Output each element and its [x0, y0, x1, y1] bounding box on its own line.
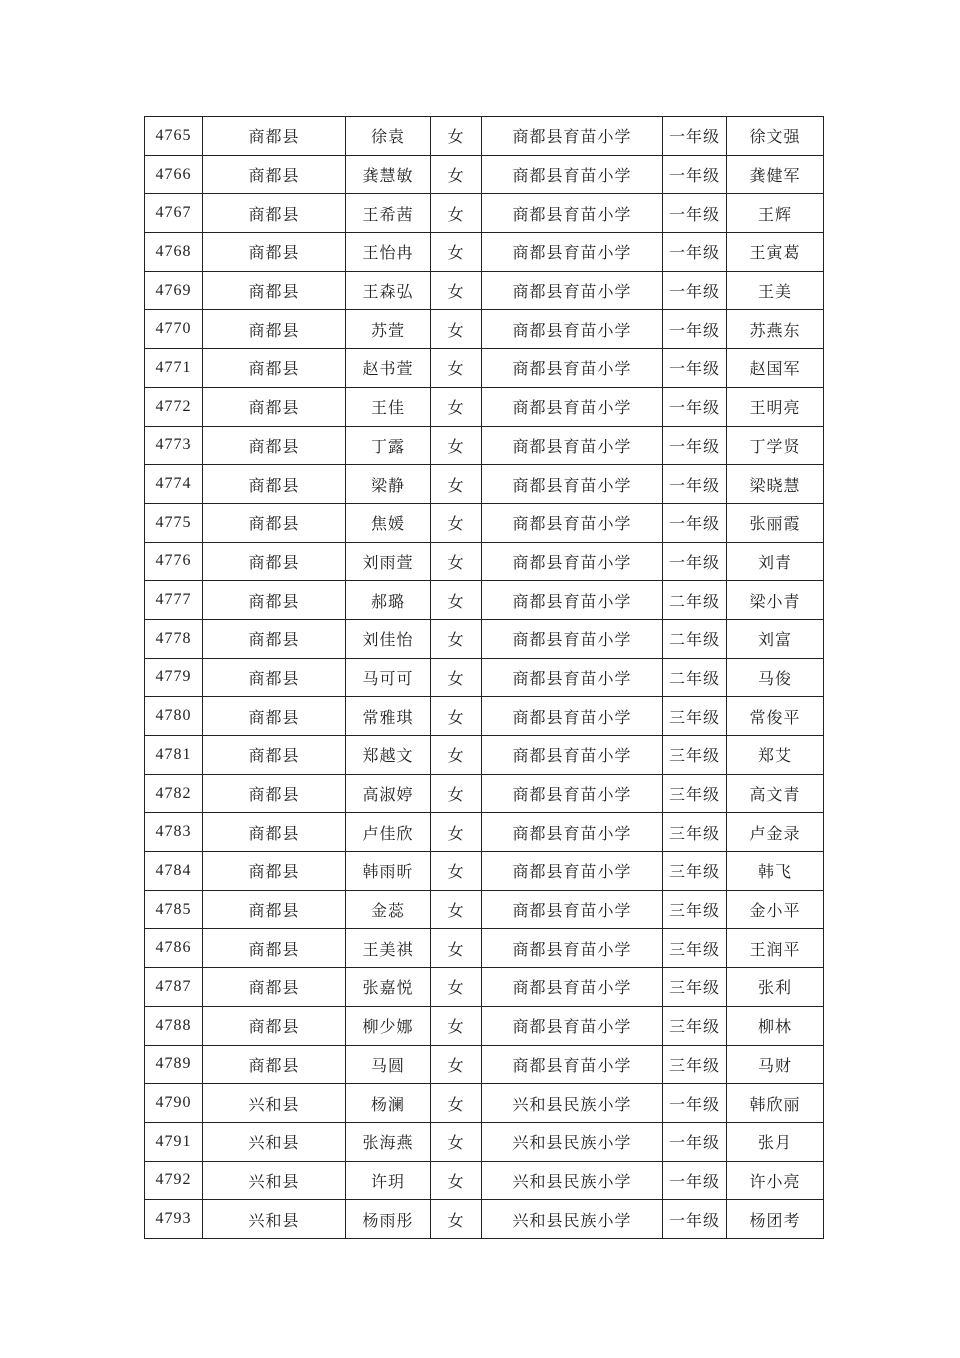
cell-gender: 女	[431, 387, 482, 426]
cell-guardian-name: 马俊	[727, 658, 824, 697]
cell-grade: 三年级	[663, 890, 727, 929]
cell-id: 4768	[145, 233, 203, 272]
cell-guardian-name: 王寅葛	[727, 233, 824, 272]
cell-gender: 女	[431, 697, 482, 736]
cell-student-name: 丁露	[346, 426, 431, 465]
cell-grade: 三年级	[663, 968, 727, 1007]
cell-school: 商都县育苗小学	[482, 813, 663, 852]
cell-id: 4776	[145, 542, 203, 581]
cell-county: 商都县	[203, 774, 346, 813]
cell-id: 4771	[145, 349, 203, 388]
table-row	[145, 1045, 824, 1084]
student-roster-table	[144, 116, 824, 1239]
table-row	[145, 349, 824, 388]
cell-gender: 女	[431, 736, 482, 775]
cell-school: 商都县育苗小学	[482, 1006, 663, 1045]
cell-grade: 一年级	[663, 426, 727, 465]
cell-gender: 女	[431, 542, 482, 581]
cell-county: 商都县	[203, 1006, 346, 1045]
cell-grade: 三年级	[663, 1045, 727, 1084]
cell-school: 商都县育苗小学	[482, 929, 663, 968]
cell-guardian-name: 龚健军	[727, 155, 824, 194]
cell-id: 4775	[145, 503, 203, 542]
cell-school: 商都县育苗小学	[482, 465, 663, 504]
cell-student-name: 高淑婷	[346, 774, 431, 813]
cell-school: 商都县育苗小学	[482, 697, 663, 736]
cell-county: 商都县	[203, 387, 346, 426]
cell-id: 4792	[145, 1161, 203, 1200]
cell-id: 4778	[145, 619, 203, 658]
table-row	[145, 1161, 824, 1200]
cell-gender: 女	[431, 503, 482, 542]
cell-county: 商都县	[203, 542, 346, 581]
table-row	[145, 117, 824, 156]
cell-county: 商都县	[203, 349, 346, 388]
cell-county: 商都县	[203, 310, 346, 349]
cell-student-name: 刘雨萱	[346, 542, 431, 581]
cell-grade: 一年级	[663, 542, 727, 581]
cell-school: 商都县育苗小学	[482, 1045, 663, 1084]
cell-guardian-name: 高文青	[727, 774, 824, 813]
cell-school: 商都县育苗小学	[482, 349, 663, 388]
cell-school: 商都县育苗小学	[482, 387, 663, 426]
table-row	[145, 1122, 824, 1161]
cell-school: 商都县育苗小学	[482, 310, 663, 349]
cell-student-name: 焦媛	[346, 503, 431, 542]
table-row	[145, 1200, 824, 1239]
cell-student-name: 梁静	[346, 465, 431, 504]
cell-school: 商都县育苗小学	[482, 542, 663, 581]
cell-school: 商都县育苗小学	[482, 426, 663, 465]
cell-guardian-name: 王辉	[727, 194, 824, 233]
cell-student-name: 张嘉悦	[346, 968, 431, 1007]
cell-county: 商都县	[203, 233, 346, 272]
cell-gender: 女	[431, 1084, 482, 1123]
cell-guardian-name: 柳林	[727, 1006, 824, 1045]
cell-student-name: 王森弘	[346, 271, 431, 310]
cell-grade: 二年级	[663, 658, 727, 697]
cell-grade: 一年级	[663, 194, 727, 233]
cell-gender: 女	[431, 1200, 482, 1239]
cell-guardian-name: 梁晓慧	[727, 465, 824, 504]
cell-grade: 一年级	[663, 1161, 727, 1200]
cell-student-name: 王佳	[346, 387, 431, 426]
cell-county: 商都县	[203, 890, 346, 929]
cell-id: 4790	[145, 1084, 203, 1123]
cell-school: 商都县育苗小学	[482, 581, 663, 620]
cell-student-name: 苏萱	[346, 310, 431, 349]
cell-gender: 女	[431, 890, 482, 929]
cell-student-name: 郑越文	[346, 736, 431, 775]
cell-guardian-name: 张利	[727, 968, 824, 1007]
cell-grade: 二年级	[663, 581, 727, 620]
cell-grade: 三年级	[663, 929, 727, 968]
cell-grade: 三年级	[663, 852, 727, 891]
cell-student-name: 刘佳怡	[346, 619, 431, 658]
cell-grade: 一年级	[663, 465, 727, 504]
cell-grade: 一年级	[663, 271, 727, 310]
table-row	[145, 736, 824, 775]
cell-guardian-name: 韩欣丽	[727, 1084, 824, 1123]
cell-school: 兴和县民族小学	[482, 1084, 663, 1123]
cell-id: 4773	[145, 426, 203, 465]
cell-school: 兴和县民族小学	[482, 1200, 663, 1239]
cell-id: 4779	[145, 658, 203, 697]
cell-guardian-name: 刘富	[727, 619, 824, 658]
roster-body	[145, 117, 824, 1239]
table-row	[145, 310, 824, 349]
cell-county: 商都县	[203, 271, 346, 310]
cell-school: 商都县育苗小学	[482, 194, 663, 233]
cell-id: 4791	[145, 1122, 203, 1161]
cell-county: 商都县	[203, 619, 346, 658]
cell-student-name: 柳少娜	[346, 1006, 431, 1045]
cell-school: 兴和县民族小学	[482, 1161, 663, 1200]
cell-school: 商都县育苗小学	[482, 155, 663, 194]
cell-id: 4780	[145, 697, 203, 736]
cell-guardian-name: 杨团考	[727, 1200, 824, 1239]
cell-student-name: 卢佳欣	[346, 813, 431, 852]
cell-grade: 一年级	[663, 503, 727, 542]
cell-id: 4793	[145, 1200, 203, 1239]
cell-county: 商都县	[203, 813, 346, 852]
cell-county: 商都县	[203, 503, 346, 542]
cell-student-name: 常雅琪	[346, 697, 431, 736]
cell-id: 4784	[145, 852, 203, 891]
cell-id: 4785	[145, 890, 203, 929]
cell-school: 商都县育苗小学	[482, 968, 663, 1007]
cell-county: 商都县	[203, 426, 346, 465]
cell-grade: 一年级	[663, 233, 727, 272]
cell-county: 商都县	[203, 929, 346, 968]
cell-student-name: 马可可	[346, 658, 431, 697]
cell-guardian-name: 金小平	[727, 890, 824, 929]
cell-gender: 女	[431, 465, 482, 504]
cell-id: 4783	[145, 813, 203, 852]
cell-gender: 女	[431, 194, 482, 233]
cell-student-name: 王希茜	[346, 194, 431, 233]
cell-guardian-name: 苏燕东	[727, 310, 824, 349]
cell-county: 商都县	[203, 658, 346, 697]
cell-school: 商都县育苗小学	[482, 503, 663, 542]
table-row	[145, 1006, 824, 1045]
cell-gender: 女	[431, 271, 482, 310]
table-row	[145, 852, 824, 891]
cell-gender: 女	[431, 1122, 482, 1161]
cell-school: 商都县育苗小学	[482, 271, 663, 310]
cell-student-name: 赵书萱	[346, 349, 431, 388]
table-row	[145, 890, 824, 929]
table-row	[145, 194, 824, 233]
cell-grade: 三年级	[663, 1006, 727, 1045]
cell-guardian-name: 丁学贤	[727, 426, 824, 465]
cell-id: 4789	[145, 1045, 203, 1084]
cell-guardian-name: 张丽霞	[727, 503, 824, 542]
cell-grade: 二年级	[663, 619, 727, 658]
cell-guardian-name: 赵国军	[727, 349, 824, 388]
table-row	[145, 619, 824, 658]
cell-guardian-name: 郑艾	[727, 736, 824, 775]
cell-county: 兴和县	[203, 1084, 346, 1123]
cell-gender: 女	[431, 968, 482, 1007]
table-row	[145, 581, 824, 620]
cell-student-name: 金蕊	[346, 890, 431, 929]
cell-id: 4781	[145, 736, 203, 775]
cell-id: 4769	[145, 271, 203, 310]
cell-school: 商都县育苗小学	[482, 117, 663, 156]
cell-guardian-name: 常俊平	[727, 697, 824, 736]
table-row	[145, 929, 824, 968]
cell-id: 4765	[145, 117, 203, 156]
cell-school: 商都县育苗小学	[482, 233, 663, 272]
cell-county: 商都县	[203, 117, 346, 156]
table-row	[145, 658, 824, 697]
table-row	[145, 503, 824, 542]
cell-student-name: 龚慧敏	[346, 155, 431, 194]
cell-school: 商都县育苗小学	[482, 890, 663, 929]
cell-id: 4770	[145, 310, 203, 349]
cell-student-name: 张海燕	[346, 1122, 431, 1161]
cell-student-name: 王美祺	[346, 929, 431, 968]
cell-grade: 三年级	[663, 736, 727, 775]
cell-grade: 一年级	[663, 1200, 727, 1239]
cell-guardian-name: 徐文强	[727, 117, 824, 156]
cell-school: 商都县育苗小学	[482, 658, 663, 697]
cell-county: 商都县	[203, 581, 346, 620]
cell-grade: 一年级	[663, 1122, 727, 1161]
cell-gender: 女	[431, 658, 482, 697]
cell-id: 4787	[145, 968, 203, 1007]
table-row	[145, 426, 824, 465]
cell-gender: 女	[431, 1161, 482, 1200]
cell-grade: 三年级	[663, 697, 727, 736]
cell-county: 商都县	[203, 852, 346, 891]
cell-id: 4774	[145, 465, 203, 504]
cell-student-name: 杨雨彤	[346, 1200, 431, 1239]
cell-gender: 女	[431, 929, 482, 968]
cell-school: 商都县育苗小学	[482, 736, 663, 775]
cell-gender: 女	[431, 117, 482, 156]
table-row	[145, 1084, 824, 1123]
cell-county: 商都县	[203, 194, 346, 233]
cell-guardian-name: 马财	[727, 1045, 824, 1084]
table-row	[145, 697, 824, 736]
cell-county: 商都县	[203, 968, 346, 1007]
cell-grade: 三年级	[663, 774, 727, 813]
cell-guardian-name: 张月	[727, 1122, 824, 1161]
cell-guardian-name: 王明亮	[727, 387, 824, 426]
cell-id: 4767	[145, 194, 203, 233]
cell-student-name: 许玥	[346, 1161, 431, 1200]
cell-student-name: 王怡冉	[346, 233, 431, 272]
cell-school: 商都县育苗小学	[482, 774, 663, 813]
cell-grade: 一年级	[663, 349, 727, 388]
cell-student-name: 郝璐	[346, 581, 431, 620]
cell-grade: 一年级	[663, 387, 727, 426]
cell-school: 兴和县民族小学	[482, 1122, 663, 1161]
cell-gender: 女	[431, 619, 482, 658]
cell-gender: 女	[431, 155, 482, 194]
table-row	[145, 774, 824, 813]
table-row	[145, 155, 824, 194]
cell-gender: 女	[431, 426, 482, 465]
cell-county: 商都县	[203, 155, 346, 194]
cell-grade: 三年级	[663, 813, 727, 852]
cell-id: 4782	[145, 774, 203, 813]
cell-county: 兴和县	[203, 1122, 346, 1161]
table-row	[145, 465, 824, 504]
cell-gender: 女	[431, 349, 482, 388]
cell-guardian-name: 王润平	[727, 929, 824, 968]
cell-gender: 女	[431, 1006, 482, 1045]
table-row	[145, 968, 824, 1007]
cell-guardian-name: 王美	[727, 271, 824, 310]
cell-county: 兴和县	[203, 1200, 346, 1239]
cell-student-name: 杨澜	[346, 1084, 431, 1123]
cell-county: 商都县	[203, 736, 346, 775]
cell-gender: 女	[431, 813, 482, 852]
cell-guardian-name: 韩飞	[727, 852, 824, 891]
cell-guardian-name: 卢金录	[727, 813, 824, 852]
cell-student-name: 韩雨昕	[346, 852, 431, 891]
cell-county: 商都县	[203, 697, 346, 736]
cell-guardian-name: 刘青	[727, 542, 824, 581]
cell-county: 商都县	[203, 465, 346, 504]
table-row	[145, 271, 824, 310]
cell-student-name: 马圆	[346, 1045, 431, 1084]
cell-guardian-name: 梁小青	[727, 581, 824, 620]
cell-gender: 女	[431, 310, 482, 349]
cell-school: 商都县育苗小学	[482, 852, 663, 891]
cell-school: 商都县育苗小学	[482, 619, 663, 658]
cell-gender: 女	[431, 581, 482, 620]
cell-grade: 一年级	[663, 155, 727, 194]
cell-gender: 女	[431, 233, 482, 272]
cell-id: 4777	[145, 581, 203, 620]
table-row	[145, 542, 824, 581]
cell-id: 4772	[145, 387, 203, 426]
cell-guardian-name: 许小亮	[727, 1161, 824, 1200]
cell-county: 兴和县	[203, 1161, 346, 1200]
cell-county: 商都县	[203, 1045, 346, 1084]
cell-id: 4766	[145, 155, 203, 194]
cell-grade: 一年级	[663, 310, 727, 349]
table-row	[145, 813, 824, 852]
cell-grade: 一年级	[663, 1084, 727, 1123]
cell-gender: 女	[431, 1045, 482, 1084]
cell-id: 4786	[145, 929, 203, 968]
cell-student-name: 徐袁	[346, 117, 431, 156]
table-row	[145, 233, 824, 272]
cell-gender: 女	[431, 774, 482, 813]
cell-id: 4788	[145, 1006, 203, 1045]
table-row	[145, 387, 824, 426]
cell-gender: 女	[431, 852, 482, 891]
cell-grade: 一年级	[663, 117, 727, 156]
